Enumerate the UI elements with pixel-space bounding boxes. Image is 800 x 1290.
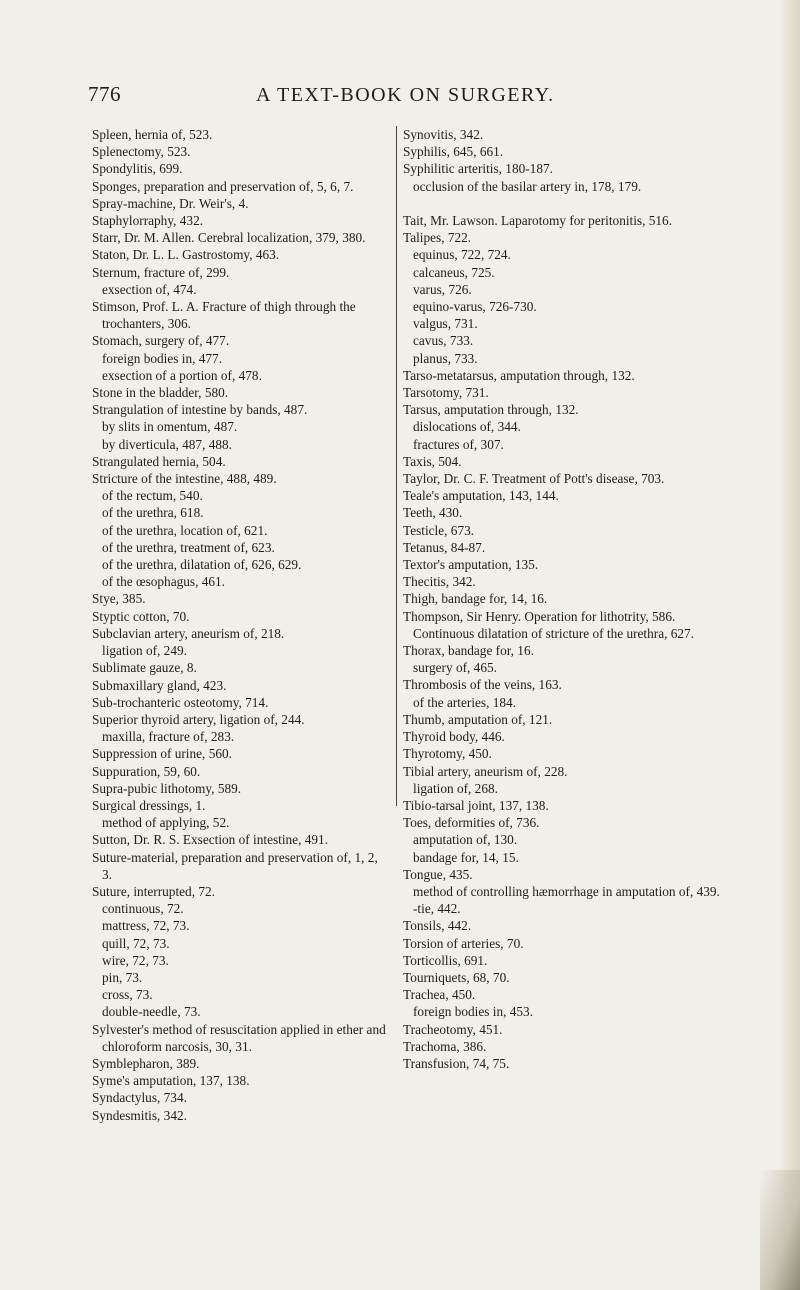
index-entry: Suppuration, 59, 60. [92,763,201,779]
index-entry: Testicle, 673. [403,522,475,538]
index-entry: Surgical dressings, 1. [92,797,206,813]
index-entry: Thompson, Sir Henry. Operation for lithotrity, 586. [403,608,676,624]
index-subentry: ligation of, 249. [102,643,187,659]
index-subentry: mattress, 72, 73. [102,918,190,934]
index-entry: Styptic cotton, 70. [92,608,190,624]
index-entry: Syndesmitis, 342. [92,1107,187,1123]
index-subentry: cavus, 733. [413,333,474,349]
index-subentry: exsection of, 474. [102,281,197,297]
page-edge [778,0,800,1290]
index-entry: Tait, Mr. Lawson. Laparotomy for peritonitis, 516. [403,213,673,228]
index-subentry: continuous, 72. [102,901,184,917]
index-entry: Thumb, amputation of, 121. [403,711,553,727]
index-subentry: of the urethra, location of, 621. [102,522,268,538]
index-entry: Tarso-metatarsus, amputation through, 132. [403,367,635,383]
index-entry: Suture, interrupted, 72. [92,883,215,899]
index-entry: Trachea, 450. [403,987,476,1003]
index-entry: Sylvester's method of resuscitation applied in ether and chloroform narcosis, 30, 31. [92,1021,386,1054]
index-subentry: ligation of, 268. [413,780,498,796]
index-entry: Stomach, surgery of, 477. [92,333,230,349]
index-subentry: foreign bodies in, 477. [102,350,223,366]
index-entry: Starr, Dr. M. Allen. Cerebral localization, 379, 380. [92,230,366,246]
index-column-right [403,126,733,1072]
index-subentry: double-needle, 73. [102,1004,201,1020]
index-subentry: equino-varus, 726-730. [413,299,537,315]
index-entry: Sub-trochanteric osteotomy, 714. [92,694,269,710]
index-entry: Tracheotomy, 451. [403,1021,503,1037]
index-entry: Staton, Dr. L. L. Gastrostomy, 463. [92,247,280,263]
index-entry: Syphilitic arteritis, 180-187. [403,161,553,177]
index-entry: Suture-material, preparation and preservation of, 1, 2, 3. [92,849,378,882]
index-entry: Thyroid body, 446. [403,729,505,745]
index-entry: Toes, deformities of, 736. [403,815,540,831]
index-subentry: occlusion of the basilar artery in, 178, 179. [413,178,642,194]
index-entry: Tibio-tarsal joint, 137, 138. [403,797,549,813]
index-subentry: by slits in omentum, 487. [102,419,238,435]
index-entry: Textor's amputation, 135. [403,557,539,573]
index-entry: Tetanus, 84-87. [403,539,486,555]
index-entry: Tonsils, 442. [403,918,472,934]
index-subentry: of the urethra, treatment of, 623. [102,539,275,555]
index-entry: Staphylorraphy, 432. [92,213,204,229]
index-entry: Stricture of the intestine, 488, 489. [92,471,277,487]
index-subentry: bandage for, 14, 15. [413,849,519,865]
index-subentry: fractures of, 307. [413,436,504,452]
index-subentry: of the urethra, dilatation of, 626, 629. [102,557,302,573]
index-entry: Taxis, 504. [403,453,462,469]
index-subentry: by diverticula, 487, 488. [102,436,232,452]
index-entry: Subclavian artery, aneurism of, 218. [92,625,285,641]
page-number: 776 [88,82,121,106]
index-entry: Teeth, 430. [403,505,463,521]
index-entry: Thecitis, 342. [403,574,476,590]
index-subentry: wire, 72, 73. [102,952,169,968]
index-entry: Thigh, bandage for, 14, 16. [403,591,548,607]
index-entry: Transfusion, 74, 75. [403,1055,510,1071]
index-subentry: foreign bodies in, 453. [413,1004,534,1020]
index-entry: Tarsus, amputation through, 132. [403,402,579,418]
index-entry: Tourniquets, 68, 70. [403,969,510,985]
index-entry: Spondylitis, 699. [92,161,183,177]
index-subentry: valgus, 731. [413,316,478,332]
index-subentry: of the urethra, 618. [102,505,204,521]
index-entry: Thorax, bandage for, 16. [403,643,534,659]
running-title: A TEXT-BOOK ON SURGERY. [256,84,555,106]
index-subentry: surgery of, 465. [413,660,497,676]
index-entry: Syme's amputation, 137, 138. [92,1073,250,1089]
index-subentry: pin, 73. [102,969,143,985]
index-entry: Stye, 385. [92,591,146,607]
index-entry: Sponges, preparation and preservation of, 5, 6, 7. [92,178,354,194]
index-subentry: amputation of, 130. [413,832,518,848]
index-entry: Splenectomy, 523. [92,144,191,160]
index-entry: Submaxillary gland, 423. [92,677,227,693]
index-entry: Supra-pubic lithotomy, 589. [92,780,242,796]
column-divider [396,126,397,806]
index-entry: Syphilis, 645, 661. [403,144,504,160]
index-entry: Torticollis, 691. [403,952,488,968]
index-entry: Stone in the bladder, 580. [92,385,229,401]
index-entry: Superior thyroid artery, ligation of, 244. [92,711,305,727]
index-subentry: calcaneus, 725. [413,264,495,280]
page-corner-shadow [760,1170,800,1290]
index-entry: Thyrotomy, 450. [403,746,492,762]
index-entry: Strangulated hernia, 504. [92,453,226,469]
index-entry: Spleen, hernia of, 523. [92,127,213,142]
index-entry: Sternum, fracture of, 299. [92,264,230,280]
index-subentry: cross, 73. [102,987,153,1003]
index-column-left [92,126,390,1124]
index-subentry: of the œsophagus, 461. [102,574,225,590]
index-subentry: quill, 72, 73. [102,935,170,951]
index-subentry: varus, 726. [413,281,472,297]
index-subentry: of the arteries, 184. [413,694,517,710]
index-entry: Stimson, Prof. L. A. Fracture of thigh through the trochanters, 306. [92,299,356,332]
index-entry: Sutton, Dr. R. S. Exsection of intestine, 491. [92,832,329,848]
index-entry: Tibial artery, aneurism of, 228. [403,763,568,779]
index-entry: Strangulation of intestine by bands, 487. [92,402,308,418]
index-entry: Tongue, 435. [403,866,473,882]
index-entry: Thrombosis of the veins, 163. [403,677,562,693]
index-entry: Tarsotomy, 731. [403,385,489,401]
index-entry: Trachoma, 386. [403,1038,487,1054]
index-entry: Syndactylus, 734. [92,1090,187,1106]
index-entry: Torsion of arteries, 70. [403,935,524,951]
index-subentry: method of controlling hæmorrhage in amputation of, 439. [413,883,720,899]
index-entry: Symblepharon, 389. [92,1055,200,1071]
index-subentry: of the rectum, 540. [102,488,203,504]
index-subentry: dislocations of, 344. [413,419,521,435]
index-subentry: exsection of a portion of, 478. [102,367,262,383]
index-subentry: -tie, 442. [413,901,461,917]
index-entry: Suppression of urine, 560. [92,746,232,762]
index-subentry: Continuous dilatation of stricture of the urethra, 627. [413,625,695,641]
index-subentry: method of applying, 52. [102,815,230,831]
index-subentry: maxilla, fracture of, 283. [102,729,235,745]
index-entry: Sublimate gauze, 8. [92,660,197,676]
index-entry: Taylor, Dr. C. F. Treatment of Pott's disease, 703. [403,471,665,487]
index-entry: Teale's amputation, 143, 144. [403,488,559,504]
index-entry: Spray-machine, Dr. Weir's, 4. [92,195,249,211]
index-subentry: equinus, 722, 724. [413,247,511,263]
index-entry: Synovitis, 342. [403,127,484,142]
index-entry: Talipes, 722. [403,230,472,246]
index-subentry: planus, 733. [413,350,478,366]
